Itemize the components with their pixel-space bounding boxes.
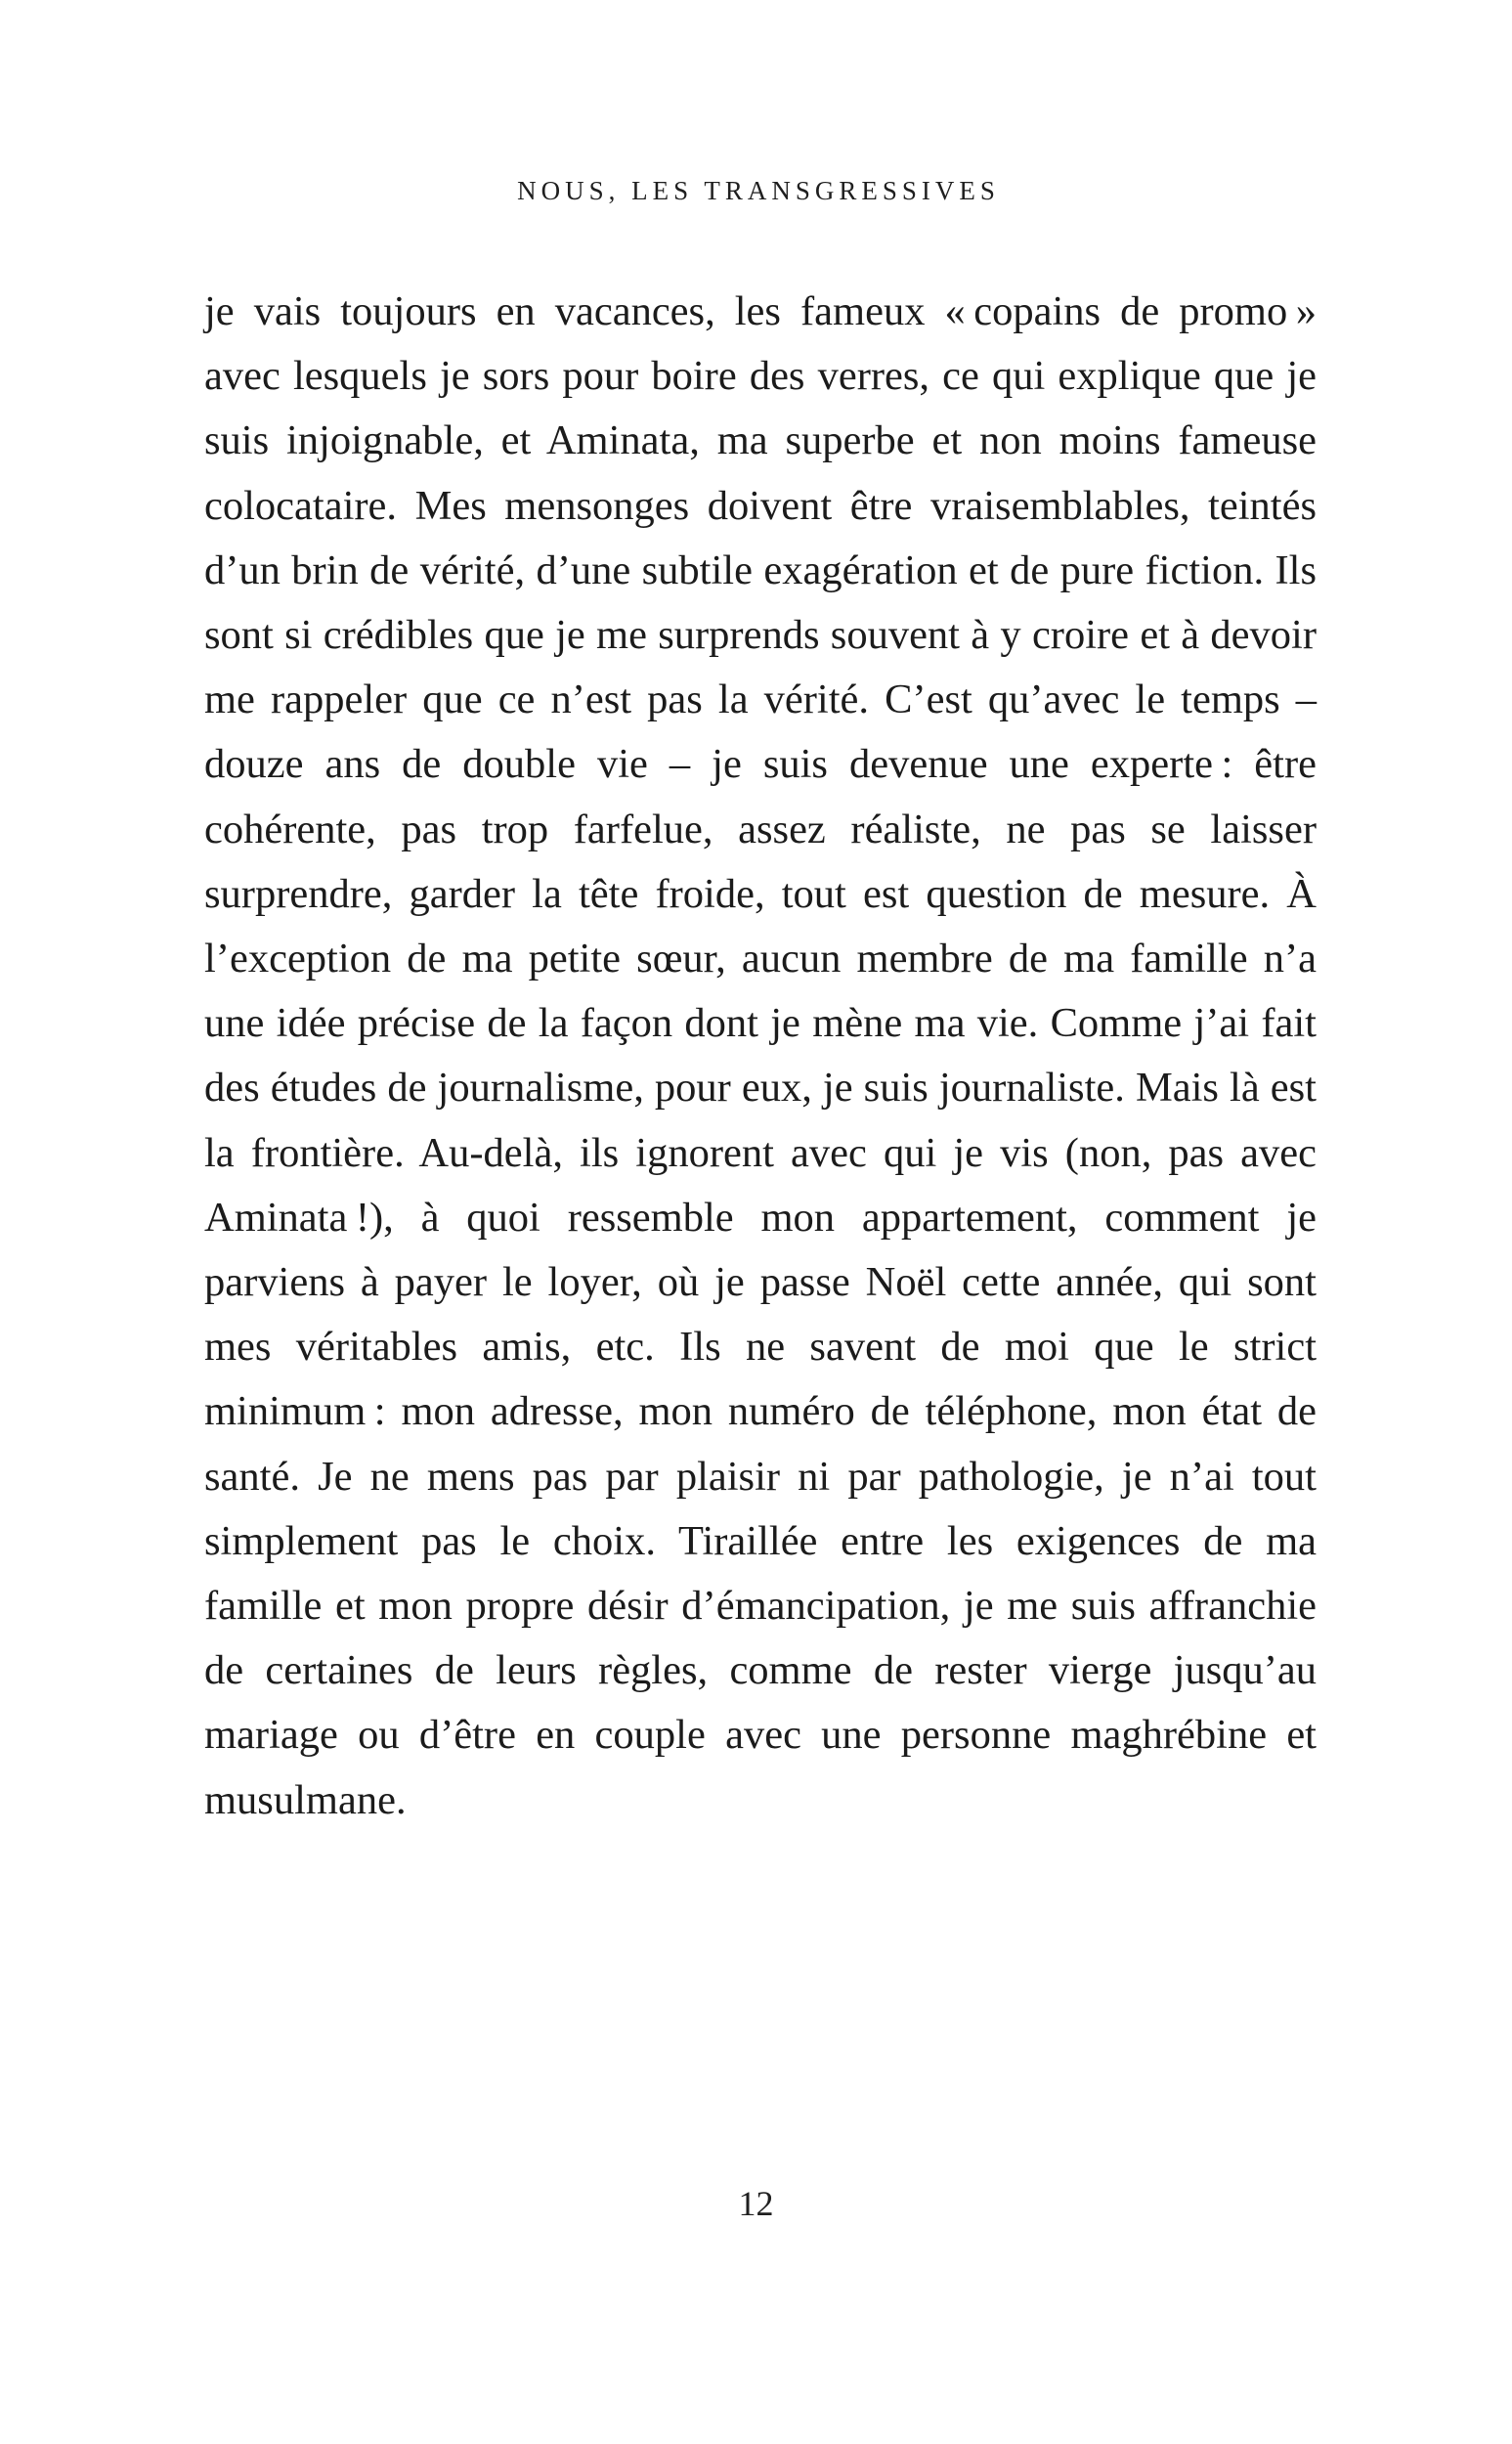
text-block — [204, 280, 1317, 1898]
running-head: NOUS, LES TRANSGRESSIVES — [517, 176, 1000, 205]
body-paragraph: je vais toujours en vacances, les fameux « copains de promo » avec lesquels je sors pour boire des verres, ce qui explique que je suis injoignable, et Aminata, ma superbe et non moins fameuse colocataire. Mes mensonges doivent être vraisemblables, teintés d’un brin de vérité, d’une subtile exagération et de pure fiction. Ils sont si crédibles que je me surprends souvent à y croire et à devoir me rappeler que ce n’est pas la vérité. C’est qu’avec le temps – douze ans de double vie – je suis devenue une experte : être cohérente, pas trop farfelue, assez réaliste, ne pas se laisser surprendre, garder la tête froide, tout est question de mesure. À l’exception de ma petite sœur, aucun membre de ma famille n’a une idée précise de la façon dont je mène ma vie. Comme j’ai fait des études de journalisme, pour eux, je suis journaliste. Mais là est la frontière. Au-delà, ils ignorent avec qui je vis (non, pas avec Aminata !), à quoi ressemble mon appartement, comment je parviens à payer le loyer, où je passe Noël cette année, qui sont mes véritables amis, etc. Ils ne savent de moi que le strict minimum : mon adresse, mon numéro de téléphone, mon état de santé. Je ne mens pas par plaisir ni par pathologie, je n’ai tout simplement pas le choix. Tiraillée entre les exigences de ma famille et mon propre désir d’émancipation, je me suis affranchie de certaines de leurs règles, comme de rester vierge jusqu’au mariage ou d’être en couple avec une personne maghrébine et musulmane. — [204, 288, 1317, 1823]
page-number: 12 — [738, 2184, 774, 2223]
